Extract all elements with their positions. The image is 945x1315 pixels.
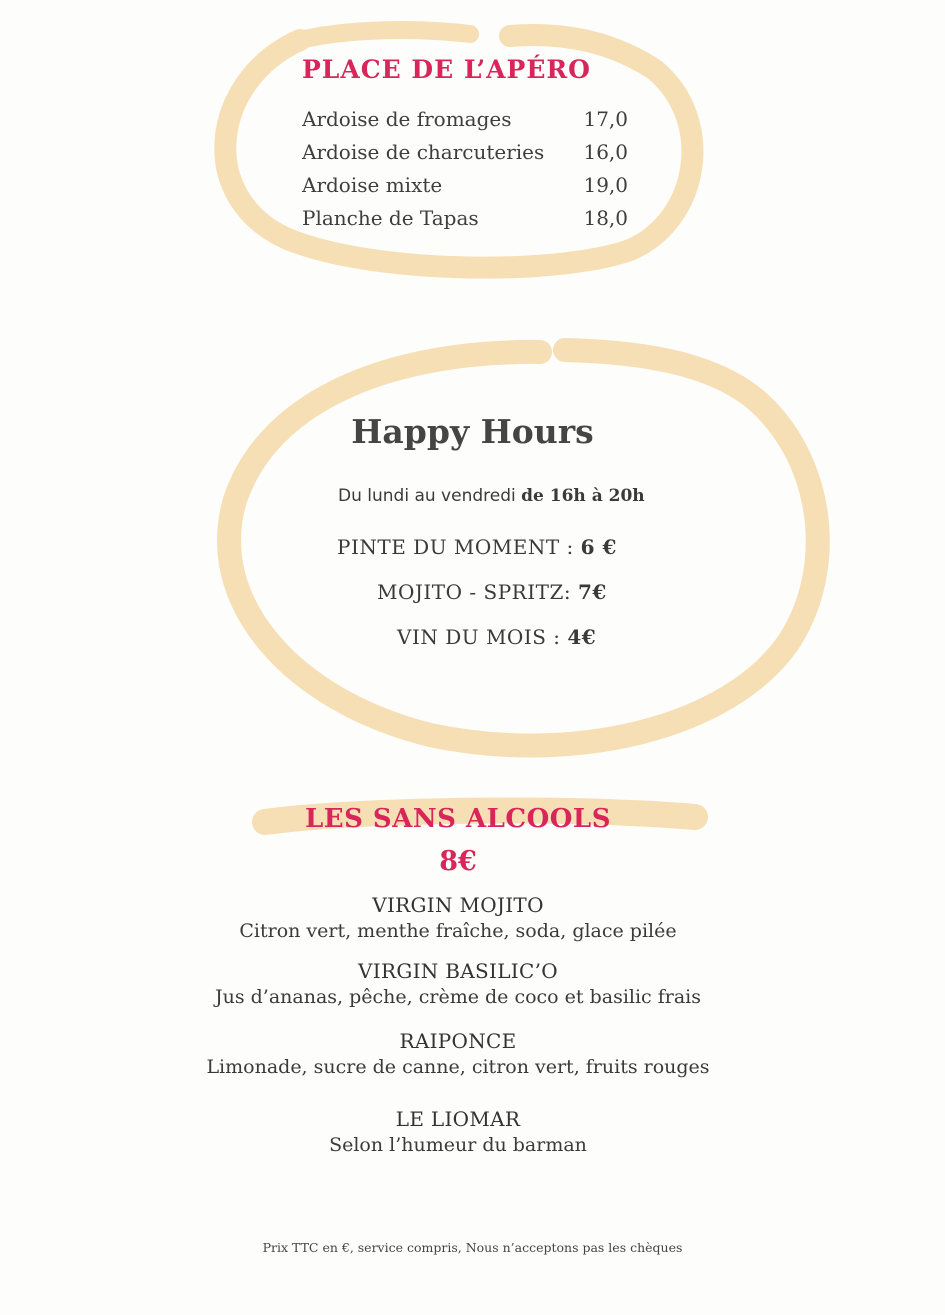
offer-label: MOJITO - SPRITZ: xyxy=(377,580,578,604)
apero-list xyxy=(302,102,628,234)
drink-item xyxy=(0,892,916,944)
item-name: Ardoise de charcuteries xyxy=(302,139,545,164)
drink-description: Limonade, sucre de canne, citron vert, fruits rouges xyxy=(206,1056,710,1078)
drink-description: Citron vert, menthe fraîche, soda, glace pilée xyxy=(239,920,677,942)
happy-hours-offer xyxy=(397,625,596,649)
item-price: 18,0 xyxy=(583,205,628,230)
schedule-days: Du lundi au vendredi xyxy=(338,486,516,506)
drink-item xyxy=(0,1106,916,1158)
drink-name: VIRGIN BASILIC’O xyxy=(358,959,558,983)
offer-price: 7€ xyxy=(577,580,607,604)
item-price: 19,0 xyxy=(583,172,628,197)
offer-label: PINTE DU MOMENT : xyxy=(337,535,581,559)
offer-price: 6 € xyxy=(580,535,617,559)
offer-price: 4€ xyxy=(567,625,597,649)
happy-hours-schedule xyxy=(338,486,645,506)
drink-name: VIRGIN MOJITO xyxy=(372,893,544,917)
item-name: Planche de Tapas xyxy=(302,205,479,230)
menu-item xyxy=(302,201,628,234)
menu-item xyxy=(302,135,628,168)
menu-item xyxy=(302,168,628,201)
drink-description: Selon l’humeur du barman xyxy=(329,1134,587,1156)
item-price: 16,0 xyxy=(583,139,628,164)
footer-note: Prix TTC en €, service compris, Nous n’acceptons pas les chèques xyxy=(262,1240,683,1255)
drink-description: Jus d’ananas, pêche, crème de coco et basilic frais xyxy=(215,986,701,1008)
drink-name: LE LIOMAR xyxy=(395,1107,521,1131)
drink-item xyxy=(0,1028,916,1080)
apero-title: PLACE DE L’APÉRO xyxy=(302,55,591,84)
happy-hours-title: Happy Hours xyxy=(351,412,594,451)
item-name: Ardoise de fromages xyxy=(302,106,512,131)
item-name: Ardoise mixte xyxy=(302,172,443,197)
schedule-hours: de 16h à 20h xyxy=(521,486,645,506)
happy-hours-offer xyxy=(337,535,617,559)
drink-item xyxy=(0,958,916,1010)
sans-alcools-title: LES SANS ALCOOLS xyxy=(305,804,611,834)
item-price: 17,0 xyxy=(583,106,628,131)
menu-item xyxy=(302,102,628,135)
sans-alcools-price: 8€ xyxy=(439,846,477,877)
happy-hours-offer xyxy=(377,580,607,604)
offer-label: VIN DU MOIS : xyxy=(397,625,568,649)
drink-name: RAIPONCE xyxy=(399,1029,517,1053)
